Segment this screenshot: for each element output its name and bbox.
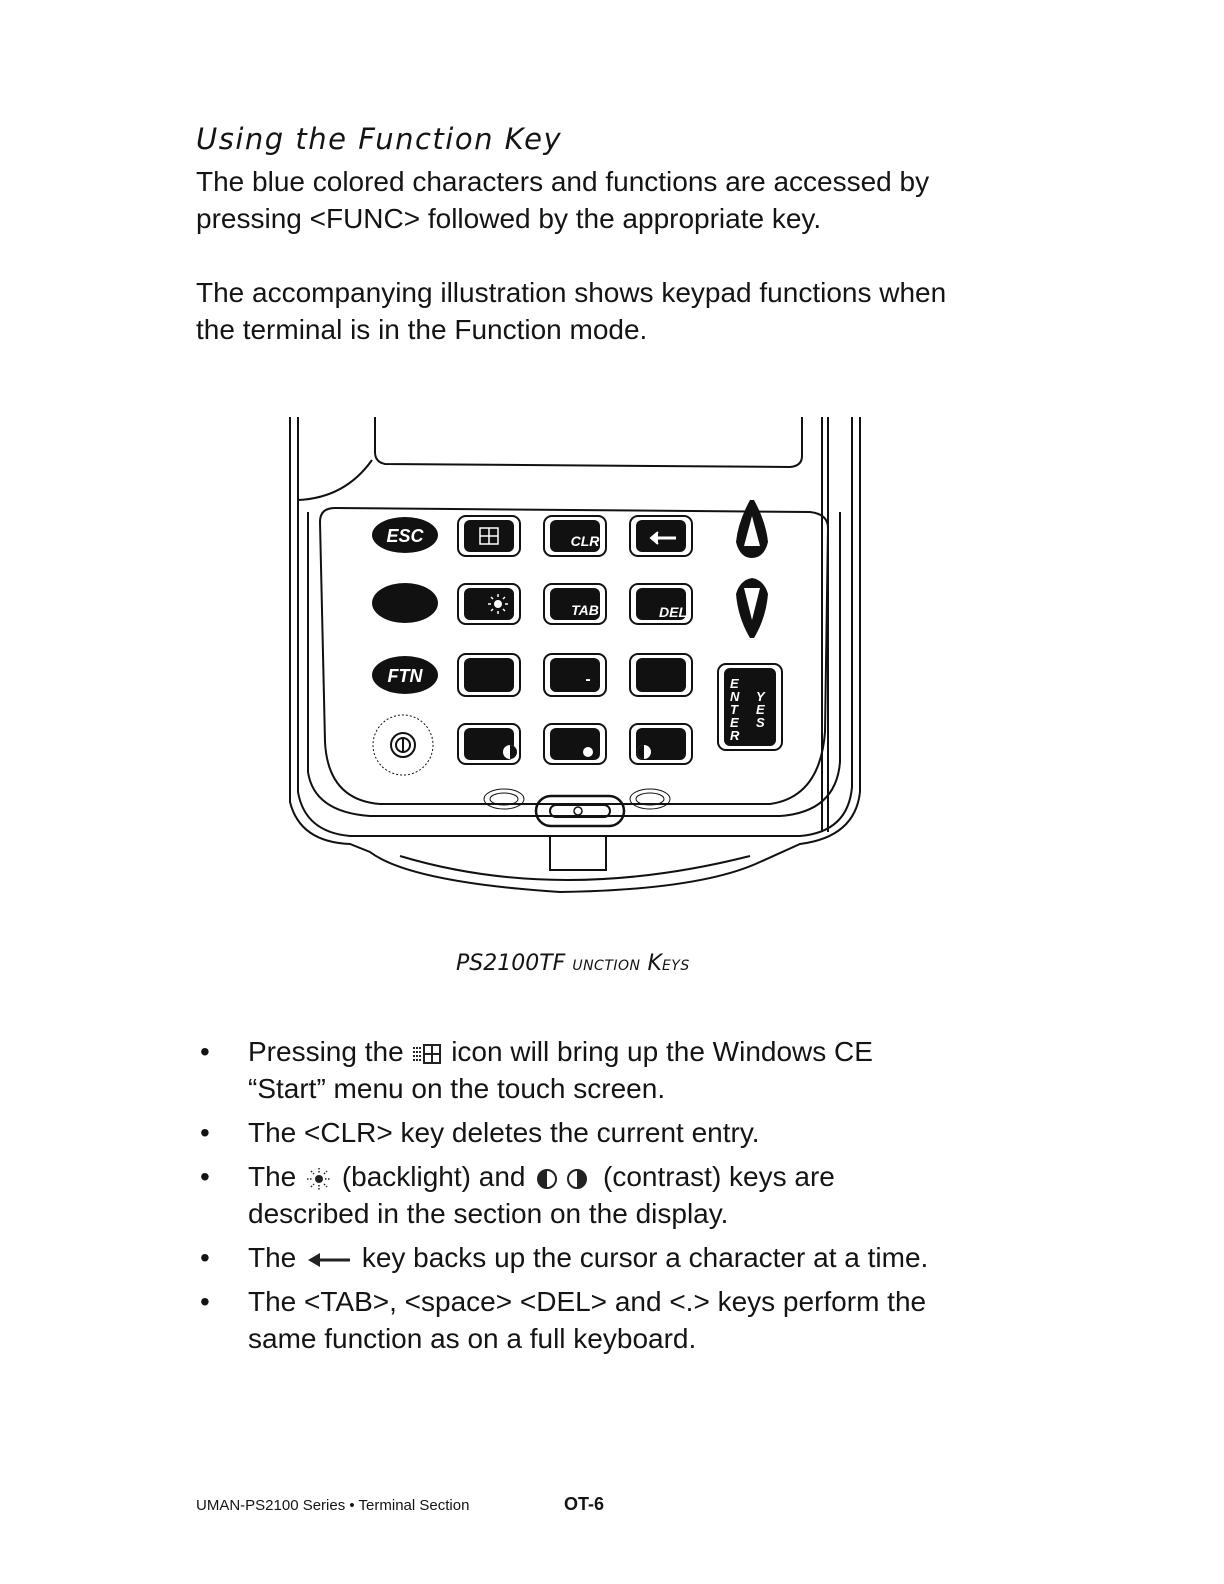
bullet-item-backspace: • The key backs up the cursor a character at a time. bbox=[200, 1242, 929, 1273]
caption-f: F bbox=[552, 951, 566, 976]
illustration-paragraph: The accompanying illustration shows keypad functions when the terminal is in the Function mode. bbox=[196, 277, 947, 345]
key-blank-right bbox=[630, 654, 692, 696]
key-clr bbox=[544, 516, 606, 556]
key-clr-label: CLR bbox=[570, 533, 600, 549]
key-minus bbox=[544, 654, 606, 696]
period-icon bbox=[583, 747, 593, 757]
footer-document-id: UMAN-PS2100 Series • Terminal Section bbox=[196, 1497, 470, 1514]
intro-paragraph: The blue colored characters and functions are accessed by pressing <FUNC> followed by the appropriate key. bbox=[196, 166, 930, 234]
keypad-illustration bbox=[280, 412, 880, 912]
key-contrast-down bbox=[458, 724, 520, 764]
key-up bbox=[736, 500, 768, 558]
key-ftn bbox=[372, 656, 438, 694]
bullet-item-clr: • The <CLR> key deletes the current entry. bbox=[200, 1117, 760, 1148]
scan-buttons bbox=[484, 789, 670, 826]
bullet-item-keys: • The <TAB>, <space> <DEL> and <.> keys perform the same function as on a full keyboard. bbox=[200, 1286, 927, 1354]
bullet-list bbox=[196, 1033, 956, 1364]
caption-eys: EYS bbox=[661, 958, 690, 974]
key-space bbox=[458, 654, 520, 696]
figure-caption bbox=[456, 951, 690, 976]
bullet-item-windows: • Pressing the icon will bring up the Windows CE “Start” menu on the touch screen. bbox=[200, 1036, 873, 1104]
caption-k: K bbox=[647, 951, 662, 976]
sun-icon bbox=[304, 1166, 334, 1192]
key-del bbox=[630, 584, 692, 624]
footer-page-number: OT-6 bbox=[564, 1494, 605, 1514]
sun-icon bbox=[494, 600, 502, 608]
power-button bbox=[373, 715, 433, 775]
windows-icon bbox=[411, 1041, 443, 1067]
key-ftn-label: FTN bbox=[387, 666, 423, 686]
key-period bbox=[544, 724, 606, 764]
caption-model: PS2100T bbox=[456, 951, 553, 976]
key-esc-label: ESC bbox=[386, 526, 424, 546]
key-tab bbox=[544, 584, 606, 624]
key-esc bbox=[372, 517, 438, 553]
key-contrast-up bbox=[630, 724, 692, 764]
contrast-icon bbox=[533, 1166, 595, 1192]
key-minus-label: - bbox=[585, 671, 591, 688]
screen-edge bbox=[375, 417, 802, 467]
section-heading: Using the Function Key bbox=[196, 122, 563, 156]
key-down bbox=[736, 578, 768, 638]
key-backspace bbox=[630, 516, 692, 556]
key-enter bbox=[718, 664, 782, 750]
key-blank-oval bbox=[372, 583, 438, 623]
key-yes-label: Y E S bbox=[756, 689, 765, 730]
key-enter-label: E N T E R bbox=[730, 676, 740, 743]
bullet-item-backlight: • The (backlight) and (contrast) keys are described in the section on the display. bbox=[200, 1161, 835, 1229]
key-del-label: DEL bbox=[659, 604, 687, 620]
caption-unction: UNCTION bbox=[572, 958, 641, 974]
key-tab-label: TAB bbox=[571, 602, 599, 618]
key-windows bbox=[458, 516, 520, 556]
key-backlight bbox=[458, 584, 520, 624]
left-arrow-icon bbox=[304, 1250, 354, 1270]
